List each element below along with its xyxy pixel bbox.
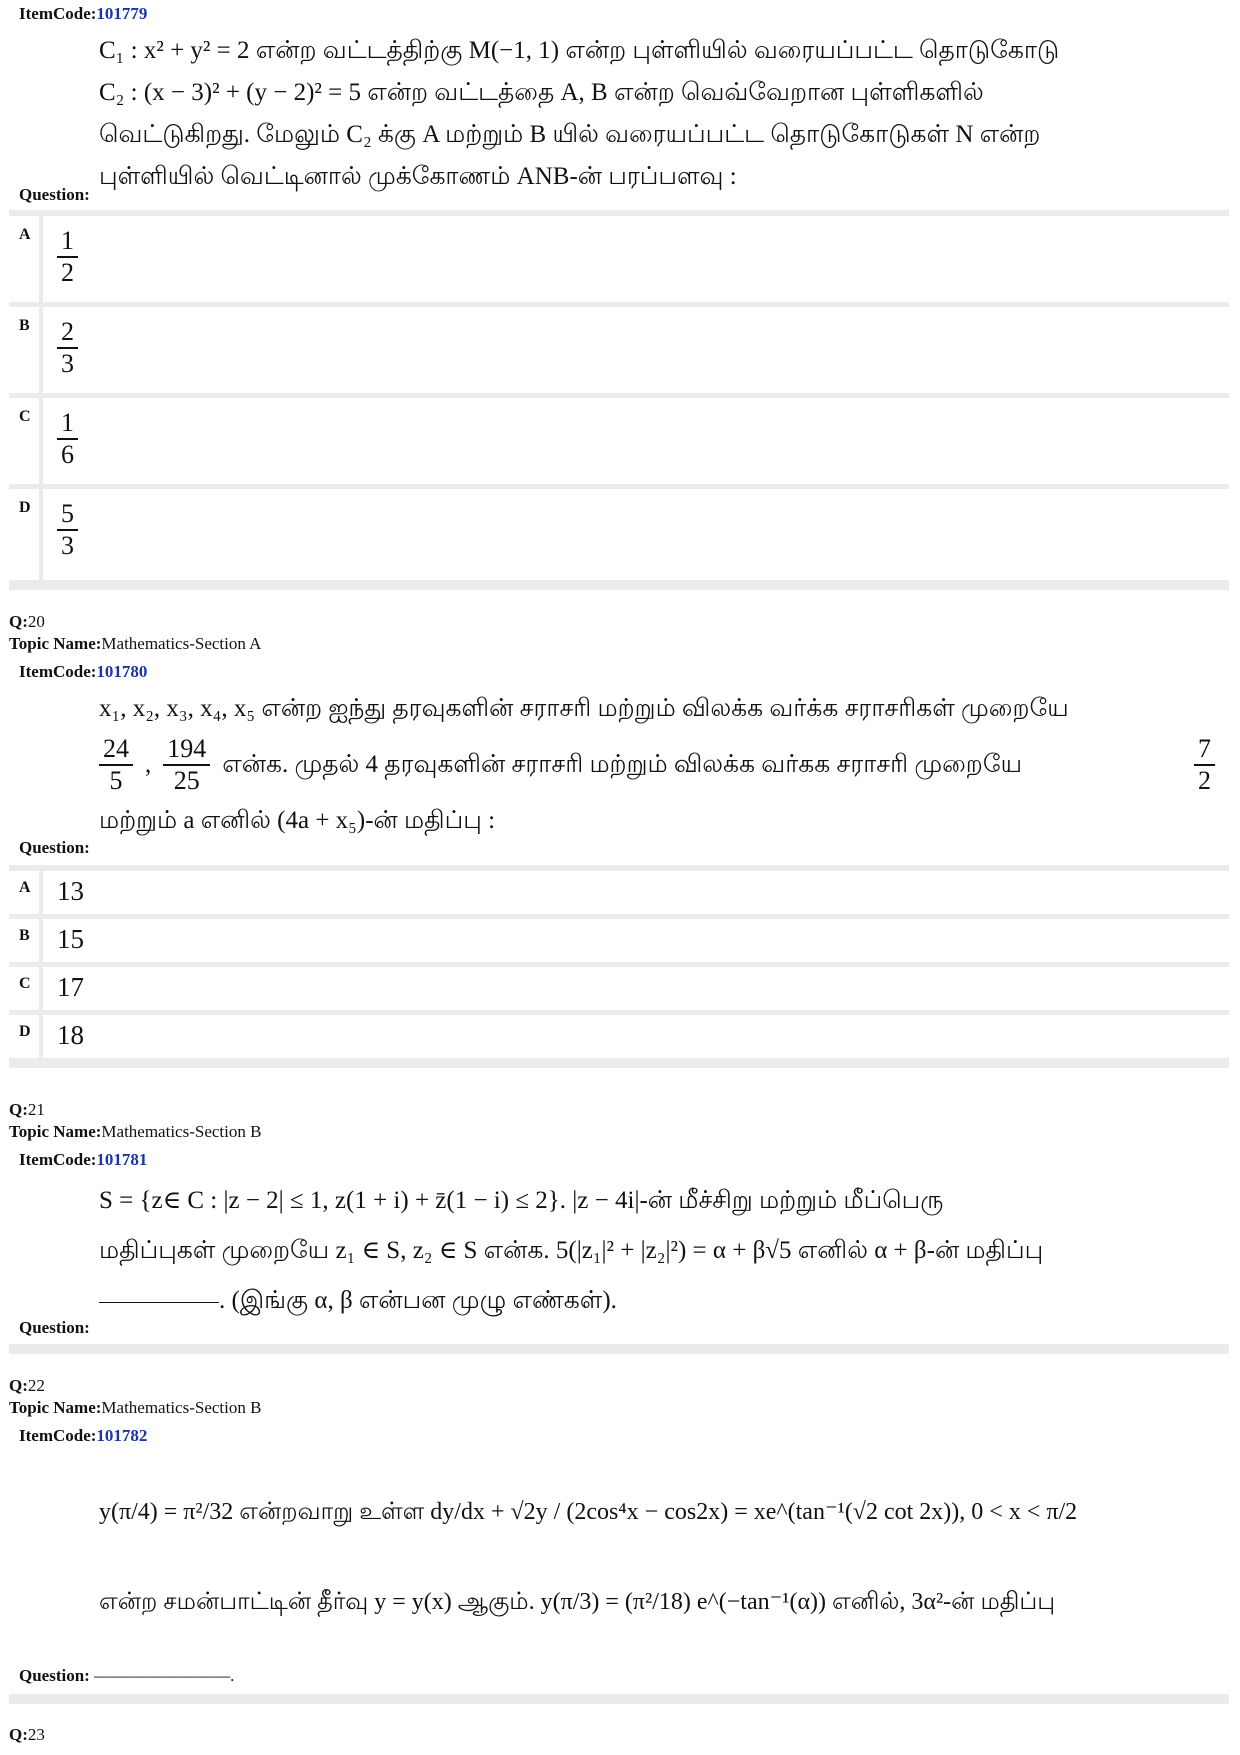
- question-line: மற்றும் a எனில் (4a + x₅)-ன் மதிப்பு :: [99, 807, 496, 834]
- question-number: Q:22: [9, 1376, 45, 1395]
- itemcode-value: 101782: [96, 1426, 148, 1445]
- question-number: Q:23: [9, 1725, 45, 1744]
- question-line: S = {z∈ C : |z − 2| ≤ 1, z(1 + i) + z̄(1 − i) ≤ 2}. |z − 4i|-ன் மீச்சிறு மற்றும் மீப்பெரு: [99, 1187, 944, 1214]
- itemcode-value: 101780: [96, 662, 148, 681]
- question-line: C₂ : (x − 3)² + (y − 2)² = 5 என்ற வட்டத்தை A, B என்ற வெவ்வேறான புள்ளிகளில்: [99, 79, 984, 106]
- option-letter: D: [19, 499, 31, 516]
- option-fraction: [57, 226, 78, 288]
- option-cell[interactable]: [39, 307, 1229, 393]
- option-cell[interactable]: [39, 919, 1229, 962]
- question-row: [9, 0, 1229, 210]
- fraction-numerator: 1: [57, 408, 78, 440]
- itemcode-label: ItemCode:101779: [19, 4, 148, 23]
- option-row-c[interactable]: [9, 967, 1229, 1010]
- option-letter: A: [19, 879, 31, 896]
- question-text: [99, 30, 1215, 198]
- option-value: 17: [57, 972, 84, 1002]
- option-value: 13: [57, 876, 84, 906]
- option-cell[interactable]: [39, 489, 1229, 580]
- option-cell[interactable]: [39, 398, 1229, 484]
- fraction-numerator: 194: [163, 734, 210, 766]
- question-line: வெட்டுகிறது. மேலும் C₂ க்கு A மற்றும் B யில் வரையப்பட்ட தொடுகோடுகள் N என்ற: [99, 121, 1041, 148]
- fraction-denominator: 2: [1198, 766, 1211, 795]
- question-row: [9, 1422, 1229, 1694]
- fraction-numerator: 7: [1194, 734, 1215, 766]
- question-row: [9, 658, 1229, 865]
- question-text-fragment: . (இங்கு α, β என்பன முழு எண்கள்).: [219, 1287, 617, 1314]
- fraction-denominator: 25: [173, 766, 200, 795]
- option-letter: D: [19, 1023, 31, 1040]
- question-block-101782: [9, 1422, 1229, 1704]
- itemcode-label: ItemCode:101782: [19, 1426, 148, 1445]
- fraction-denominator: 3: [61, 349, 74, 378]
- topic-name: Topic Name:Mathematics-Section B: [9, 1122, 262, 1141]
- question-row: [9, 1146, 1229, 1344]
- question-number: Q:20: [9, 612, 45, 631]
- itemcode-label: ItemCode:101780: [19, 662, 148, 681]
- option-letter: B: [19, 927, 30, 944]
- fraction-numerator: 2: [57, 317, 78, 349]
- option-row-c[interactable]: [9, 398, 1229, 484]
- fraction-denominator: 6: [61, 440, 74, 469]
- topic-name: Topic Name:Mathematics-Section B: [9, 1398, 262, 1417]
- question-line: y(π/4) = π²/32 என்றவாறு உள்ள dy/dx + √2y / (2cos⁴x − cos2x) = xe^(tan⁻¹(√2 cot 2x)), 0 < x < π/2: [99, 1499, 1078, 1525]
- question-block-101781: [9, 1146, 1229, 1354]
- question-text: [99, 1467, 1215, 1647]
- question-label: Question:: [19, 185, 90, 204]
- fraction-denominator: 5: [109, 766, 123, 795]
- fraction-numerator: 1: [57, 226, 78, 258]
- option-letter: C: [19, 408, 31, 425]
- question-line: $\frac{24}{5}$ , $\frac{194}{25}$ என்க. முதல் 4 தரவுகளின் சராசரி மற்றும் விலக்க வர்கக சராசரி முறையே $\frac{7}{2}$: [99, 730, 1215, 800]
- option-value: 18: [57, 1020, 84, 1050]
- question-line: புள்ளியில் வெட்டினால் முக்கோணம் ANB-ன் பரப்பளவு :: [99, 163, 737, 190]
- fraction-denominator: 2: [61, 258, 74, 287]
- fraction-denominator: 3: [61, 531, 74, 560]
- question-number: Q:21: [9, 1100, 45, 1119]
- itemcode-value: 101781: [96, 1150, 148, 1169]
- option-row-b[interactable]: [9, 307, 1229, 393]
- option-cell[interactable]: [39, 967, 1229, 1010]
- option-row-d[interactable]: [9, 489, 1229, 580]
- itemcode-value: 101779: [96, 4, 148, 23]
- option-letter: A: [19, 226, 31, 243]
- question-line: C₁ : x² + y² = 2 என்ற வட்டத்திற்கு M(−1, 1) என்ற புள்ளியில் வரையப்பட்ட தொடுகோடு: [99, 37, 1060, 64]
- option-value: 15: [57, 924, 84, 954]
- topic-name: Topic Name:Mathematics-Section A: [9, 634, 262, 653]
- option-letter: C: [19, 975, 31, 992]
- question-text: [99, 688, 1215, 842]
- question-text-fragment: என்க. முதல் 4 தரவுகளின் சராசரி மற்றும் விலக்க வர்கக சராசரி முறையே: [222, 751, 1023, 778]
- option-row-b[interactable]: [9, 919, 1229, 962]
- option-letter: B: [19, 317, 30, 334]
- question-line: x₁, x₂, x₃, x₄, x₅ என்ற ஐந்து தரவுகளின் சராசரி மற்றும் விலக்க வர்க்க சராசரிகள் முறையே: [99, 695, 1069, 722]
- question-label: Question:: [19, 838, 90, 857]
- option-fraction: [57, 317, 78, 379]
- option-row-d[interactable]: [9, 1015, 1229, 1058]
- option-cell[interactable]: [39, 871, 1229, 914]
- fraction-numerator: 5: [57, 499, 78, 531]
- option-row-a[interactable]: [9, 871, 1229, 914]
- option-cell[interactable]: [39, 216, 1229, 302]
- itemcode-label: ItemCode:101781: [19, 1150, 148, 1169]
- option-row-a[interactable]: [9, 216, 1229, 302]
- question-label: Question: ————————.: [19, 1666, 235, 1685]
- option-cell[interactable]: [39, 1015, 1229, 1058]
- question-block-101779: [9, 0, 1229, 590]
- option-fraction: [57, 408, 78, 470]
- question-label: Question:: [19, 1318, 90, 1337]
- question-line: மதிப்புகள் முறையே z₁ ∈ S, z₂ ∈ S என்க. 5(|z₁|² + |z₂|²) = α + β√5 எனில் α + β-ன் மதிப்பு: [99, 1237, 1044, 1264]
- question-line: என்ற சமன்பாட்டின் தீர்வு y = y(x) ஆகும். y(π/3) = (π²/18) e^(−tan⁻¹(α)) எனில், 3α²-ன் மதிப்பு: [99, 1589, 1056, 1615]
- fraction-numerator: 24: [99, 734, 133, 766]
- question-block-101780: [9, 658, 1229, 1068]
- answer-blank: [99, 1302, 219, 1303]
- option-fraction: [57, 499, 78, 561]
- question-text: [99, 1176, 1215, 1326]
- answer-blank: ————————.: [94, 1666, 235, 1685]
- question-line: [99, 1276, 1215, 1326]
